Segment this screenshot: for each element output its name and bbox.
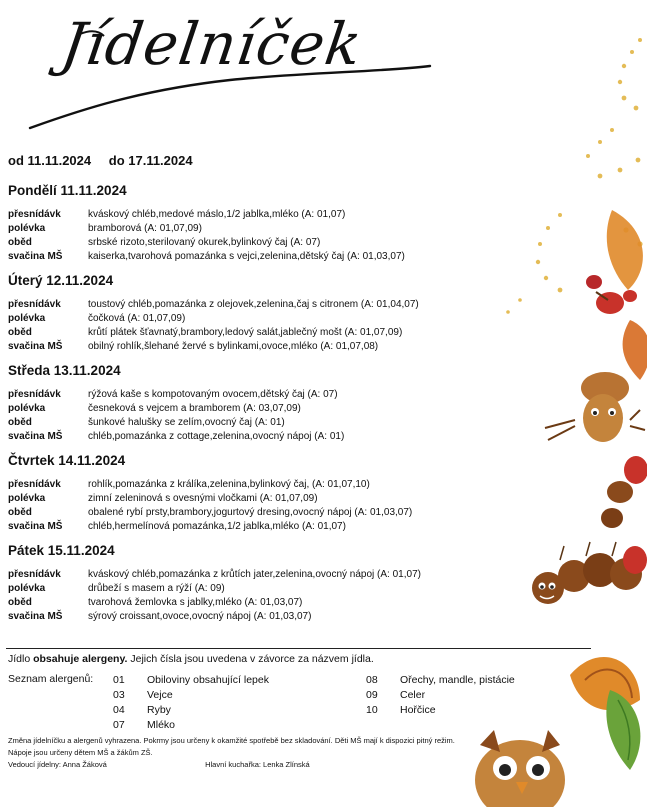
meal-label: oběd bbox=[8, 417, 32, 428]
meal-label: oběd bbox=[8, 507, 32, 518]
meal-row bbox=[8, 326, 528, 340]
meal-label: polévka bbox=[8, 313, 46, 324]
meal-label: polévka bbox=[8, 493, 46, 504]
meal-row bbox=[8, 298, 528, 312]
meal-label: přesnídávk bbox=[8, 389, 61, 400]
meal-label: oběd bbox=[8, 237, 32, 248]
day-monday bbox=[8, 183, 528, 264]
meal-label: přesnídávk bbox=[8, 299, 61, 310]
meal-row bbox=[8, 402, 528, 416]
meal-text: krůtí plátek šťavnatý,brambory,ledový salát,jablečný mošt (A: 01,07,09) bbox=[88, 327, 403, 338]
meal-row bbox=[8, 236, 528, 250]
meal-row bbox=[8, 568, 528, 582]
day-title: Čtvrtek 14.11.2024 bbox=[8, 453, 126, 468]
meal-text: kváskový chléb,pomazánka z krůtích jater,zelenina,ovocný nápoj (A: 01,07) bbox=[88, 569, 421, 580]
allergen-list-right bbox=[366, 673, 515, 718]
day-tuesday bbox=[8, 273, 528, 354]
allergen-code: 08 bbox=[366, 674, 378, 686]
allergen-code: 10 bbox=[366, 704, 378, 716]
meal-row bbox=[8, 582, 528, 596]
canteen-manager: Vedoucí jídelny: Anna Žáková bbox=[8, 760, 107, 769]
allergen-name: Obiloviny obsahující lepek bbox=[147, 674, 269, 686]
meal-text: chléb,pomazánka z cottage,zelenina,ovocný nápoj (A: 01) bbox=[88, 431, 345, 442]
meal-row bbox=[8, 478, 528, 492]
allergen-code: 01 bbox=[113, 674, 125, 686]
meal-row bbox=[8, 388, 528, 402]
meal-row bbox=[8, 222, 528, 236]
meal-label: přesnídávk bbox=[8, 479, 61, 490]
meal-text: toustový chléb,pomazánka z olejovek,zelenina,čaj s citronem (A: 01,04,07) bbox=[88, 299, 419, 310]
meal-row bbox=[8, 506, 528, 520]
meal-text: obalené rybí prsty,brambory,jogurtový dresing,ovocný nápoj (A: 01,03,07) bbox=[88, 507, 413, 518]
meal-label: svačina MŠ bbox=[8, 341, 63, 352]
meal-row bbox=[8, 596, 528, 610]
allergen-item bbox=[366, 688, 515, 703]
day-wednesday bbox=[8, 363, 528, 444]
meal-row bbox=[8, 340, 528, 354]
meal-label: oběd bbox=[8, 597, 32, 608]
allergen-item bbox=[113, 703, 269, 718]
meal-row bbox=[8, 250, 528, 264]
meal-label: svačina MŠ bbox=[8, 431, 63, 442]
page-title: Jídelníček bbox=[57, 10, 367, 78]
allergen-intro-post: Jejich čísla jsou uvedena v závorce za názvem jídla. bbox=[127, 653, 374, 665]
meal-label: svačina MŠ bbox=[8, 611, 63, 622]
meal-text: drůbeží s masem a rýží (A: 09) bbox=[88, 583, 225, 594]
meal-label: oběd bbox=[8, 327, 32, 338]
allergen-list-left bbox=[113, 673, 269, 733]
meal-text: tvarohová žemlovka s jablky,mléko (A: 01,03,07) bbox=[88, 597, 303, 608]
meal-text: kaiserka,tvarohová pomazánka s vejci,zelenina,dětský čaj (A: 01,03,07) bbox=[88, 251, 405, 262]
allergen-name: Celer bbox=[400, 689, 426, 701]
allergen-code: 07 bbox=[113, 719, 125, 731]
footnote-changes: Změna jídelníčku a alergenů vyhrazena. Pokrmy jsou určeny k okamžité spotřebě bez skladování. Děti MŠ mají k dispozici pitný režim. bbox=[8, 736, 455, 745]
meal-label: polévka bbox=[8, 583, 46, 594]
allergen-intro bbox=[8, 653, 374, 665]
head-cook: Hlavní kuchařka: Lenka Zlínská bbox=[205, 760, 310, 769]
meal-text: zimní zeleninová s ovesnými vločkami (A: 01,07,09) bbox=[88, 493, 318, 504]
meal-text: bramborová (A: 01,07,09) bbox=[88, 223, 202, 234]
meal-label: svačina MŠ bbox=[8, 521, 63, 532]
allergen-item bbox=[366, 673, 515, 688]
meal-row bbox=[8, 520, 528, 534]
allergen-item bbox=[113, 673, 269, 688]
date-to: do 17.11.2024 bbox=[108, 153, 193, 168]
day-title: Středa 13.11.2024 bbox=[8, 363, 121, 378]
meal-row bbox=[8, 416, 528, 430]
caterpillar-decoration bbox=[532, 542, 642, 604]
meal-text: česneková s vejcem a bramborem (A: 03,07,09) bbox=[88, 403, 301, 414]
date-range bbox=[8, 153, 207, 168]
allergen-name: Ryby bbox=[147, 704, 171, 716]
allergen-item bbox=[366, 703, 515, 718]
meal-text: rohlík,pomazánka z králíka,zelenina,bylinkový čaj, (A: 01,07,10) bbox=[88, 479, 370, 490]
allergen-name: Hořčice bbox=[400, 704, 436, 716]
allergen-code: 04 bbox=[113, 704, 125, 716]
footnote-drinks: Nápoje jsou určeny dětem MŠ a žákům ZŠ. bbox=[8, 748, 153, 757]
signatures bbox=[8, 760, 310, 769]
meal-text: kváskový chléb,medové máslo,1/2 jablka,mléko (A: 01,07) bbox=[88, 209, 346, 220]
allergen-list-label: Seznam alergenů: bbox=[8, 673, 94, 685]
allergen-name: Vejce bbox=[147, 689, 173, 701]
allergen-item bbox=[113, 688, 269, 703]
allergen-code: 03 bbox=[113, 689, 125, 701]
meal-text: sýrový croissant,ovoce,ovocný nápoj (A: 01,03,07) bbox=[88, 611, 312, 622]
allergen-name: Ořechy, mandle, pistácie bbox=[400, 674, 515, 686]
meal-label: svačina MŠ bbox=[8, 251, 63, 262]
date-from: od 11.11.2024 bbox=[8, 153, 92, 168]
meal-text: srbské rizoto,sterilovaný okurek,bylinkový čaj (A: 07) bbox=[88, 237, 321, 248]
meal-text: čočková (A: 01,07,09) bbox=[88, 313, 186, 324]
allergen-name: Mléko bbox=[147, 719, 176, 731]
allergen-intro-pre: Jídlo bbox=[8, 653, 34, 665]
meal-label: polévka bbox=[8, 223, 46, 234]
rosehip-decoration bbox=[586, 275, 637, 314]
meal-label: přesnídávk bbox=[8, 209, 61, 220]
day-title: Pondělí 11.11.2024 bbox=[8, 183, 127, 198]
meal-row bbox=[8, 208, 528, 222]
footnotes bbox=[8, 735, 588, 759]
allergen-item bbox=[113, 718, 269, 733]
meal-row bbox=[8, 312, 528, 326]
meal-text: šunkové halušky se zelím,ovocný čaj (A: 01) bbox=[88, 417, 285, 428]
allergen-code: 09 bbox=[366, 689, 378, 701]
allergen-intro-bold: obsahuje alergeny. bbox=[33, 653, 128, 665]
meal-text: obilný rohlík,šlehané žervé s bylinkami,ovoce,mléko (A: 01,07,08) bbox=[88, 341, 379, 352]
meal-row bbox=[8, 492, 528, 506]
meal-label: přesnídávk bbox=[8, 569, 61, 580]
meal-text: rýžová kaše s kompotovaným ovocem,dětský čaj (A: 07) bbox=[88, 389, 338, 400]
day-friday bbox=[8, 543, 528, 624]
day-title: Pátek 15.11.2024 bbox=[8, 543, 115, 558]
acorn-figure-decoration bbox=[545, 372, 645, 442]
meal-text: chléb,hermelínová pomazánka,1/2 jablka,mléko (A: 01,07) bbox=[88, 521, 346, 532]
meal-row bbox=[8, 610, 528, 624]
meal-row bbox=[8, 430, 528, 444]
day-title: Úterý 12.11.2024 bbox=[8, 273, 114, 288]
day-thursday bbox=[8, 453, 528, 534]
meal-label: polévka bbox=[8, 403, 46, 414]
section-divider bbox=[6, 648, 591, 649]
weekly-menu bbox=[8, 183, 528, 633]
